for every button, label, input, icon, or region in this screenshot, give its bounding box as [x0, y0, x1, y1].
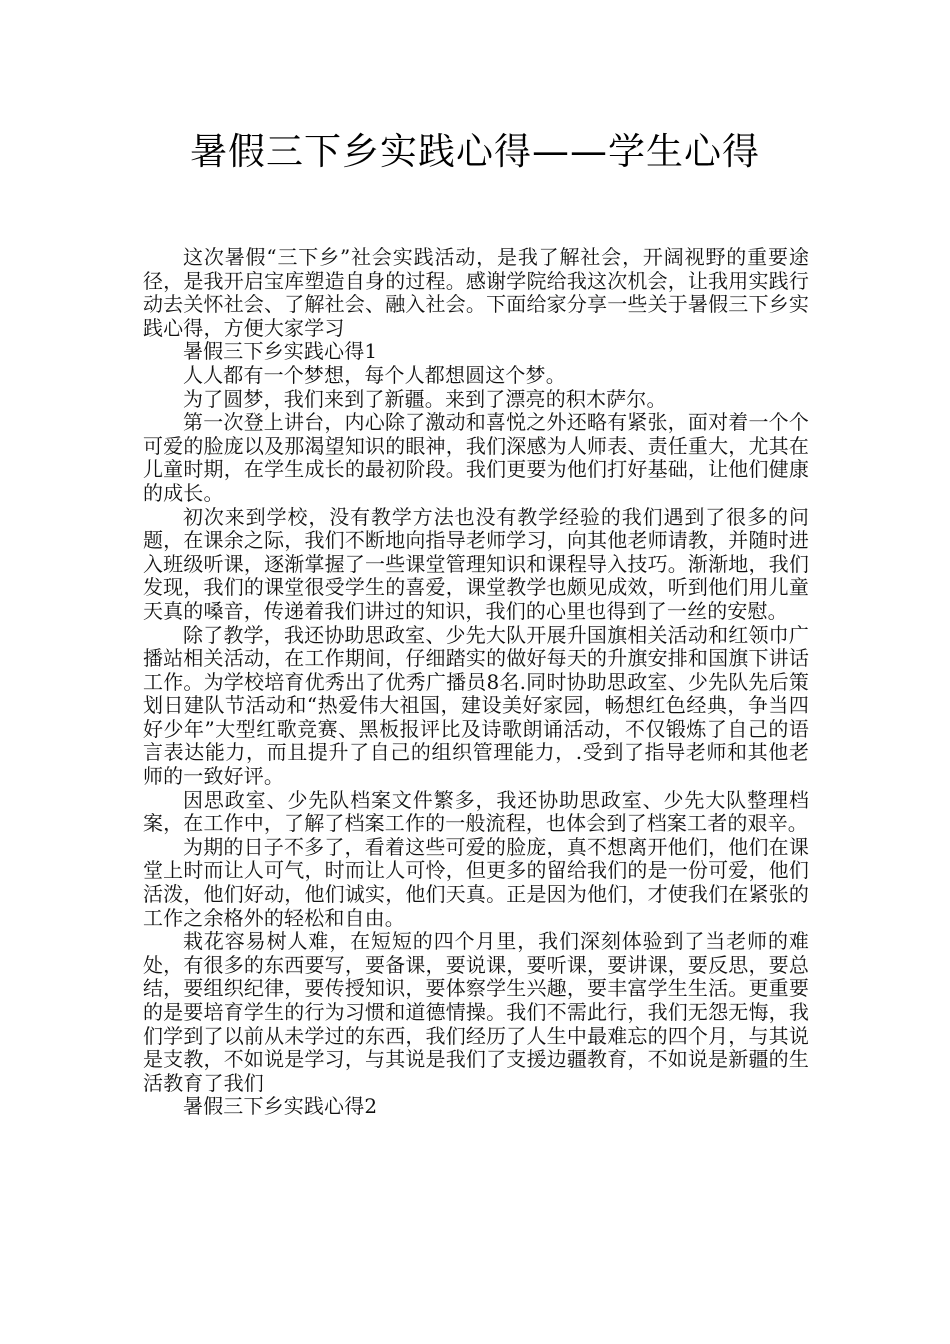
body-paragraph: 第一次登上讲台，内心除了激动和喜悦之外还略有紧张，面对着一个个可爱的脸庞以及那渴望知识的眼神，我们深感为人师表、责任重大，尤其在儿童时期，在学生成长的最初阶段。我们更要为他们打好基础，让他们健康的成长。 [143, 410, 809, 505]
document-title: 暑假三下乡实践心得——学生心得 [190, 130, 760, 173]
document-body [143, 246, 809, 1119]
section-heading-2: 暑假三下乡实践心得2 [183, 1094, 378, 1119]
body-paragraph: 人人都有一个梦想，每个人都想圆这个梦。 [183, 362, 566, 387]
intro-paragraph: 这次暑假“三下乡”社会实践活动，是我了解社会，开阔视野的重要途径，是我开启宝库塑造自身的过程。感谢学院给我这次机会，让我用实践行动去关怀社会、了解社会、融入社会。下面给家分享一些关于暑假三下乡实践心得，方便大家学习 [143, 245, 809, 340]
body-paragraph: 栽花容易树人难，在短短的四个月里，我们深刻体验到了当老师的难处，有很多的东西要写，要备课，要说课，要听课，要讲课，要反思，要总结，要组织纪律，要传授知识，要体察学生兴趣，要丰富学生生活。更重要的是要培育学生的行为习惯和道德情操。我们不需此行，我们无怨无悔，我们学到了以前从未学过的东西，我们经历了人生中最难忘的四个月，与其说是支教，不如说是学习，与其说是我们了支援边疆教育，不如说是新疆的生活教育了我们 [143, 929, 809, 1095]
body-paragraph: 因思政室、少先队档案文件繁多，我还协助思政室、少先大队整理档案，在工作中，了解了档案工作的一般流程，也体会到了档案工者的艰辛。 [143, 787, 809, 836]
body-paragraph: 除了教学，我还协助思政室、少先大队开展升国旗相关活动和红领巾广播站相关活动，在工作期间，仔细踏实的做好每天的升旗安排和国旗下讲话工作。为学校培育优秀出了优秀广播员8名.同时协助思政室、少先队先后策划日建队节活动和“热爱伟大祖国，建设美好家园，畅想红色经典，争当四好少年”大型红歌竞赛、黑板报评比及诗歌朗诵活动，不仅锻炼了自己的语言表达能力，而且提升了自己的组织管理能力，.受到了指导老师和其他老师的一致好评。 [143, 622, 809, 789]
body-paragraph: 初次来到学校，没有教学方法也没有教学经验的我们遇到了很多的问题，在课余之际，我们不断地向指导老师学习，向其他老师请教，并随时进入班级听课，逐渐掌握了一些课堂管理知识和课程导入技巧。渐渐地，我们发现，我们的课堂很受学生的喜爱，课堂教学也颇见成效，听到他们用儿童天真的嗓音，传递着我们讲过的知识，我们的心里也得到了一丝的安慰。 [143, 504, 809, 623]
section-heading-1: 暑假三下乡实践心得1 [183, 339, 378, 364]
body-paragraph: 为期的日子不多了，看着这些可爱的脸庞，真不想离开他们，他们在课堂上时而让人可气，时而让人可怜，但更多的留给我们的是一份可爱，他们活泼，他们好动，他们诚实，他们天真。正是因为他们，才使我们在紧张的工作之余格外的轻松和自由。 [143, 834, 809, 930]
body-paragraph: 为了圆梦，我们来到了新疆。来到了漂亮的积木萨尔。 [183, 386, 667, 411]
